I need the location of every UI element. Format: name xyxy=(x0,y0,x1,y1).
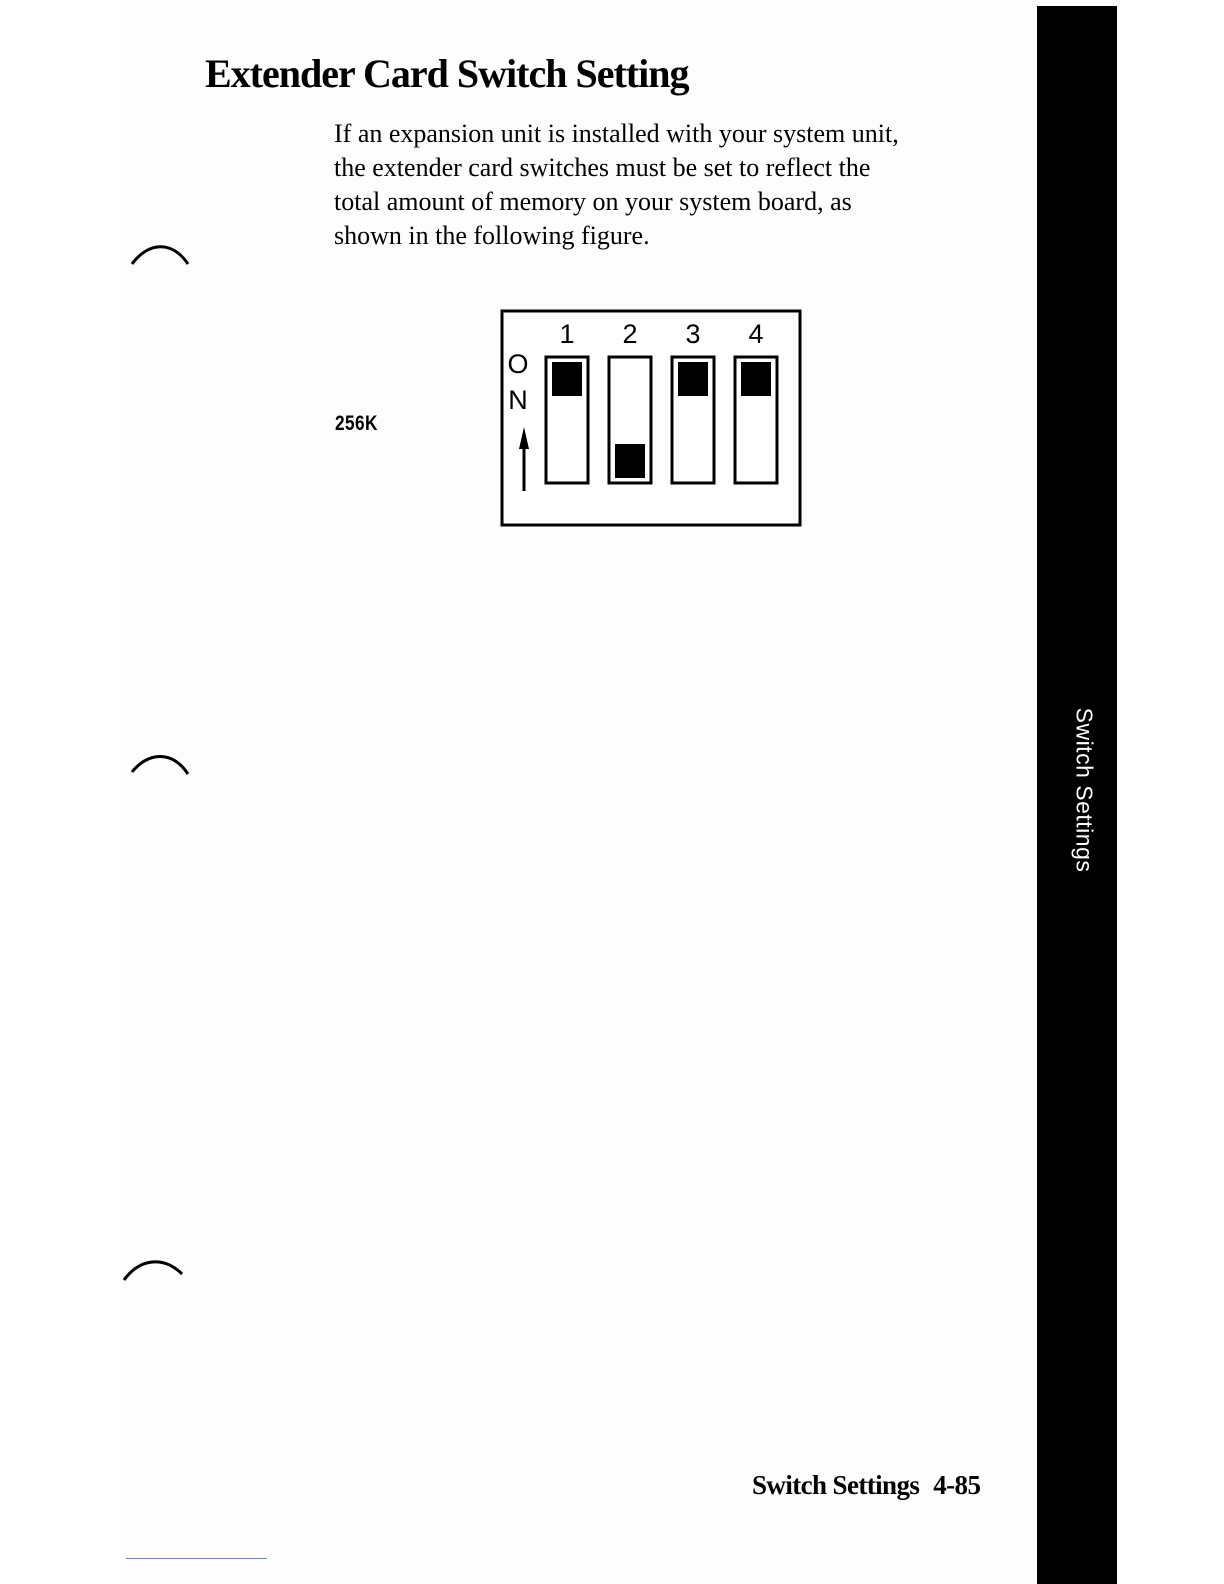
on-letter-n: N xyxy=(508,385,528,415)
footer-section: Switch Settings xyxy=(752,1470,920,1500)
binder-hole-mark-bottom xyxy=(120,1254,184,1284)
page-footer xyxy=(752,1470,980,1501)
paragraph-line: the extender card switches must be set to reflect the xyxy=(334,153,871,182)
switch-knob-1 xyxy=(552,362,582,396)
paragraph-line: total amount of memory on your system board, as xyxy=(334,187,852,216)
binder-hole-mark-top xyxy=(128,238,192,268)
paragraph-line: If an expansion unit is installed with your system unit, xyxy=(334,119,899,148)
switch-number-1: 1 xyxy=(559,319,575,349)
switch-number-3: 3 xyxy=(685,319,701,349)
bottom-rule xyxy=(126,1558,267,1559)
binder-hole-mark-middle xyxy=(128,748,192,778)
switch-knob-2 xyxy=(615,444,645,478)
switch-number-4: 4 xyxy=(748,319,764,349)
switch-knob-3 xyxy=(678,362,708,396)
switch-knob-4 xyxy=(741,362,771,396)
paragraph-line: shown in the following figure. xyxy=(334,221,650,250)
memory-setting-label: 256K xyxy=(335,412,378,435)
on-letter-o: O xyxy=(507,349,529,379)
dip-switch-figure xyxy=(500,309,802,527)
section-tab-label: Switch Settings xyxy=(1071,707,1098,873)
body-paragraph xyxy=(334,117,1014,253)
switch-number-2: 2 xyxy=(622,319,638,349)
page-title: Extender Card Switch Setting xyxy=(205,51,689,96)
page-number: 4-85 xyxy=(933,1470,981,1500)
